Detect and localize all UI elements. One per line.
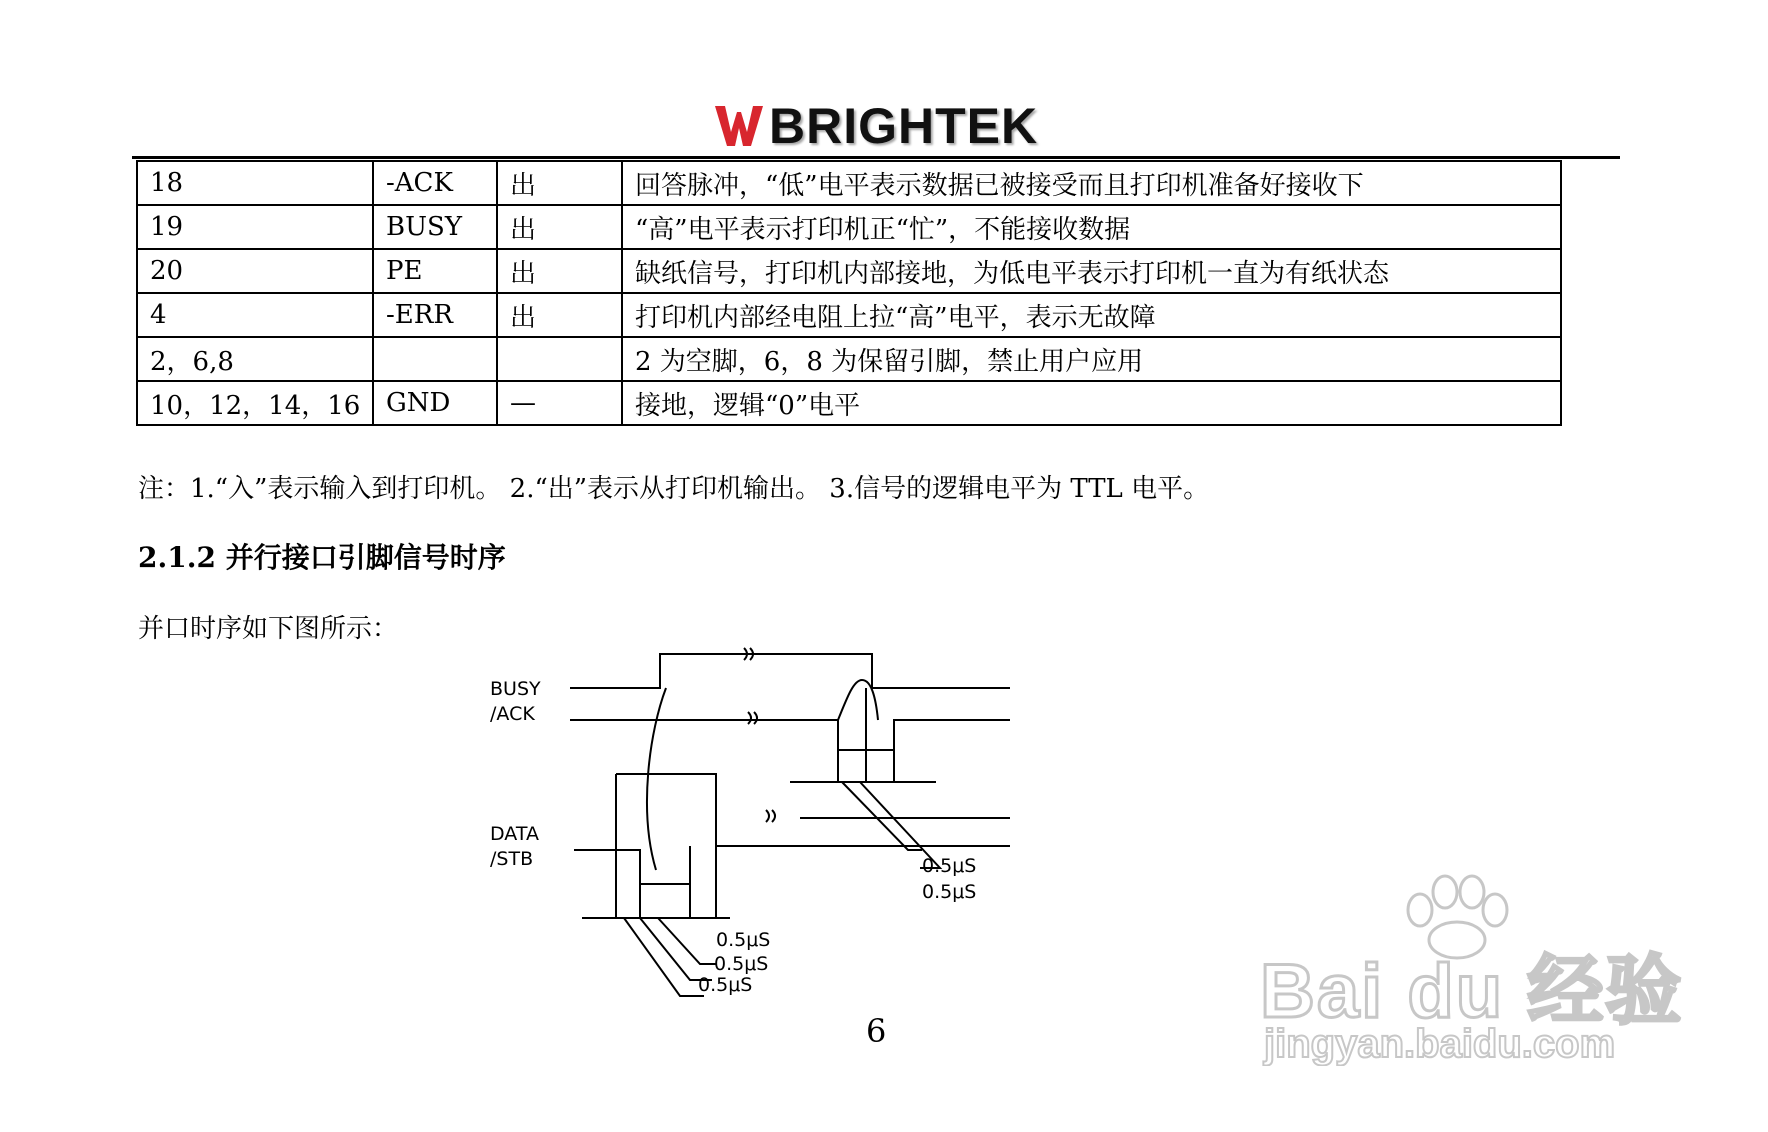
- signal-cell: [373, 337, 497, 381]
- parallel-timing-diagram: [490, 640, 1130, 1000]
- section-title: 并行接口引脚信号时序: [225, 541, 506, 574]
- table-row: [137, 161, 1561, 205]
- signal-cell: BUSY: [373, 205, 497, 249]
- pin-cell: 2，6,8: [137, 337, 373, 381]
- duration-label: 0.5μS: [922, 881, 977, 903]
- page-number: 6: [866, 1012, 887, 1050]
- duration-label: 0.5μS: [922, 855, 977, 877]
- ack-label: /ACK: [490, 703, 535, 725]
- duration-label: 0.5μS: [714, 953, 769, 975]
- pin-cell: 4: [137, 293, 373, 337]
- pin-cell: 10，12，14，16: [137, 381, 373, 425]
- t2-leader: [640, 918, 712, 980]
- ack-waveform: [570, 720, 1010, 782]
- t1-leader: [658, 918, 716, 964]
- description-cell: 回答脉冲，“低”电平表示数据已被接受而且打印机准备好接收下: [622, 161, 1561, 205]
- stb-waveform: [574, 850, 640, 918]
- description-cell: 缺纸信号，打印机内部接地，为低电平表示打印机一直为有纸状态: [622, 249, 1561, 293]
- busy-label: BUSY: [490, 678, 541, 700]
- duration-label: 0.5μS: [716, 929, 771, 951]
- signal-cell: -ERR: [373, 293, 497, 337]
- busy-waveform: [570, 654, 1010, 688]
- section-heading: [138, 536, 506, 576]
- description-cell: 打印机内部经电阻上拉“高”电平，表示无故障: [622, 293, 1561, 337]
- pin-cell: 20: [137, 249, 373, 293]
- t4-leader: [842, 782, 922, 850]
- table-row: [137, 249, 1561, 293]
- ack-break-mark: [748, 712, 757, 724]
- direction-cell: —: [497, 381, 622, 425]
- table-row: [137, 205, 1561, 249]
- table-row: [137, 293, 1561, 337]
- header-rule: [132, 156, 1620, 159]
- data-label: DATA: [490, 823, 539, 845]
- direction-cell: 出: [497, 205, 622, 249]
- busy-data-curve: [647, 688, 666, 870]
- baidu-watermark: [1260, 870, 1690, 1070]
- table-row: [137, 337, 1561, 381]
- section-number: 2.1.2: [138, 541, 216, 574]
- watermark-url: jingyan.baidu.com: [1264, 1022, 1616, 1066]
- pin-cell: 19: [137, 205, 373, 249]
- data-waveform: [616, 774, 716, 918]
- description-cell: 接地，逻辑“0”电平: [622, 381, 1561, 425]
- signal-cell: -ACK: [373, 161, 497, 205]
- brightek-w-logo-icon: [713, 102, 765, 150]
- pin-cell: 18: [137, 161, 373, 205]
- direction-cell: 出: [497, 293, 622, 337]
- signal-cell: PE: [373, 249, 497, 293]
- direction-cell: [497, 337, 622, 381]
- intro-text: 并口时序如下图所示：: [138, 614, 399, 644]
- description-cell: “高”电平表示打印机正“忙”，不能接收数据: [622, 205, 1561, 249]
- pin-table: [136, 160, 1562, 426]
- description-cell: 2 为空脚，6，8 为保留引脚，禁止用户应用: [622, 337, 1561, 381]
- brightek-logo: [713, 97, 1038, 155]
- direction-cell: 出: [497, 161, 622, 205]
- data-break-mark: [766, 810, 775, 822]
- table-row: [137, 381, 1561, 425]
- t3-leader: [624, 918, 704, 996]
- brand-name: BRIGHTEK: [769, 98, 1039, 154]
- direction-cell: 出: [497, 249, 622, 293]
- stb-label: /STB: [490, 848, 534, 870]
- signal-cell: GND: [373, 381, 497, 425]
- table-note: 注：1.“入”表示输入到打印机。 2.“出”表示从打印机输出。 3.信号的逻辑电平为 TTL 电平。: [138, 474, 1210, 504]
- duration-label: 0.5μS: [698, 974, 753, 996]
- watermark-brand: Bai du 经验: [1260, 949, 1684, 1034]
